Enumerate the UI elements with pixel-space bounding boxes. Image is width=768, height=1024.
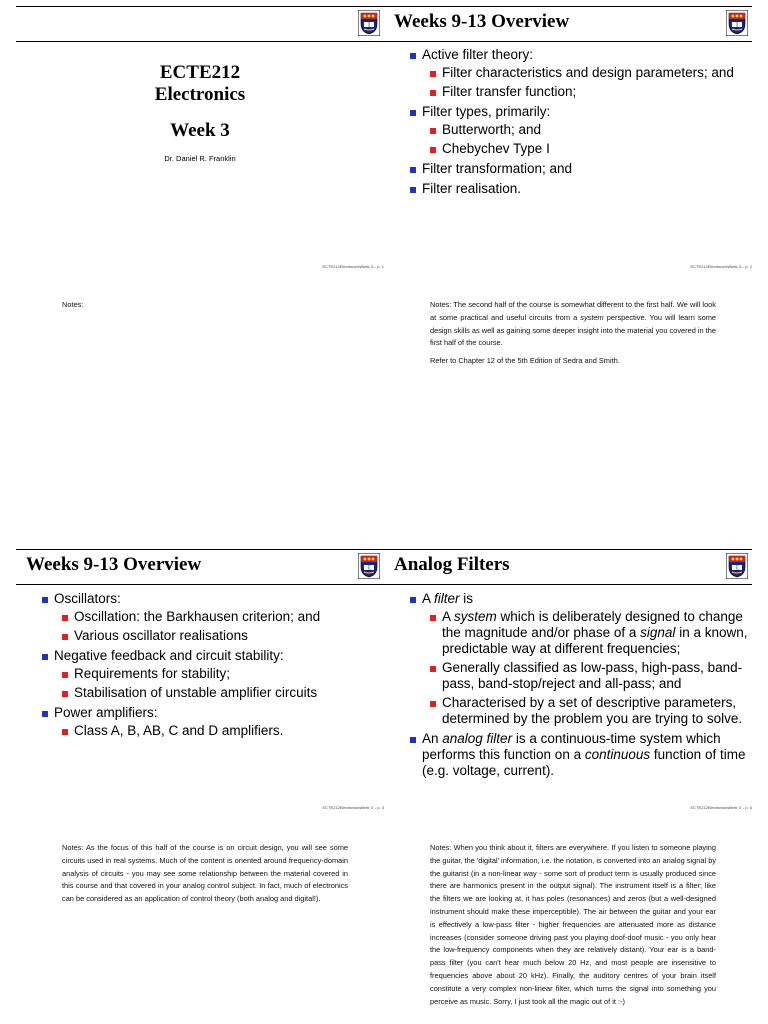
slide-2 — [384, 6, 752, 276]
sub-bullet-item: Class A, B, AB, C and D amplifiers. — [54, 723, 382, 739]
sub-bullet-item: Chebychev Type I — [422, 141, 750, 157]
sub-bullet-item: Requirements for stability; — [54, 666, 382, 682]
week-title: Week 3 — [170, 120, 230, 141]
notes-label: Notes: — [62, 300, 84, 309]
cover-block — [16, 62, 384, 163]
bullet-item: Filter realisation. — [410, 181, 750, 197]
bullet-list — [410, 47, 750, 201]
bullet-item: Active filter theory: Filter characteristics and design parameters; and Filter transfer function; — [410, 47, 750, 100]
notes-4 — [430, 842, 716, 1013]
university-crest-icon — [726, 10, 748, 36]
sub-bullet-item: Characterised by a set of descriptive parameters, determined by the problem you are trying to solve. — [422, 695, 750, 727]
bullet-item: A filter is A system which is deliberately designed to change the magnitude and/or phase of a signal in a known, predictable way at different frequencies; Generally classified as low-pass, high-pass, band-pass, band-stop/reject and all-pass; and Characterised by a set of descriptive parameters, determined by the problem you are trying to solve. — [410, 591, 750, 727]
bullet-list — [410, 591, 750, 783]
sub-bullet-item: Filter characteristics and design parameters; and — [422, 65, 750, 81]
slide-footer: ECTE212ElectronicsWeek 3 – p. 1 — [322, 264, 384, 269]
notes-paragraph: Notes: The second half of the course is somewhat different to the first half. We will look at some practical and useful circuits from a system perspective. You will learn some design skills as well as gaining some deeper insight into the material you covered in the first half of the course. — [430, 300, 716, 348]
slide-footer: ECTE212ElectronicsWeek 3 – p. 2 — [690, 264, 752, 269]
bullet-list — [42, 591, 382, 743]
sub-bullet-item: A system which is deliberately designed to change the magnitude and/or phase of a signal in a known, predictable way at different frequencies; — [422, 609, 750, 657]
sub-bullet-item: Oscillation: the Barkhausen criterion; and — [54, 609, 382, 625]
slide-header — [384, 549, 752, 585]
sub-bullet-item: Filter transfer function; — [422, 84, 750, 100]
bullet-item: Filter transformation; and — [410, 161, 750, 177]
slide-title: Weeks 9-13 Overview — [26, 554, 202, 575]
sub-bullet-item: Generally classified as low-pass, high-pass, band-pass, band-stop/reject and all-pass; and — [422, 660, 750, 692]
slide-3 — [16, 549, 384, 819]
notes-paragraph: Notes: When you think about it, filters are everywhere. If you listen to someone playing the guitar, the 'digital' information, i.e. the notation, is converted into an analog signal by the guitarist (in a non-linear way - some sort of product term is usually produced since there are harmonics present in the output signal). The instrument itself is a filter; like the filters we are looking at, it has poles (resonances) and zeros (but a well-designed instrument should make these imperceptible). The air between the guitar and your ear is effectively a low-pass filter - higher frequencies are attenuated more as distance increases (consider someone driving past you playing doof-doof music - you only hear the low-frequency components when they are relatively distant). Your ear is a band-pass filter (you can't hear much below 20 Hz, and most people are insensitive to frequencies above about 20 kHz). Finally, the auditory centres of your brain itself constitute a very complex non-linear filter, which turns the signal into something you perceive as music. Sorry, I just took all the magic out of it :-) — [430, 843, 716, 1006]
bullet-item: Filter types, primarily: Butterworth; and Chebychev Type I — [410, 104, 750, 157]
slide-header — [16, 549, 384, 585]
author: Dr. Daniel R. Franklin — [164, 154, 236, 163]
notes-3 — [62, 842, 348, 911]
sub-bullet-item: Stabilisation of unstable amplifier circuits — [54, 685, 382, 701]
bullet-item: An analog filter is a continuous-time system which performs this function on a continuous function of time (e.g. voltage, current). — [410, 731, 750, 779]
slide-title: Analog Filters — [394, 554, 510, 575]
notes-paragraph: Notes: As the focus of this half of the course is on circuit design, you will see some circuits used in real systems. Much of the content is oriented around frequency-domain analysis of circuits - you may see some relationship between the material covered in this course and that covered in your analog control subject. In fact, much of electronics can be considered as an application of control theory (both analog and digital!). — [62, 843, 348, 904]
slide-footer: ECTE212ElectronicsWeek 3 – p. 3 — [322, 805, 384, 810]
university-crest-icon — [358, 553, 380, 579]
university-crest-icon — [358, 10, 380, 36]
slide-header — [16, 6, 384, 42]
slide-footer: ECTE212ElectronicsWeek 3 – p. 4 — [690, 805, 752, 810]
slide-title: Weeks 9-13 Overview — [394, 11, 570, 32]
slide-4 — [384, 549, 752, 819]
sub-bullet-item: Butterworth; and — [422, 122, 750, 138]
bullet-item: Negative feedback and circuit stability: Requirements for stability; Stabilisation of unstable amplifier circuits — [42, 648, 382, 701]
bullet-item: Power amplifiers: Class A, B, AB, C and D amplifiers. — [42, 705, 382, 739]
slide-header — [384, 6, 752, 42]
course-subject: Electronics — [154, 84, 246, 105]
bullet-item: Oscillators: Oscillation: the Barkhausen criterion; and Various oscillator realisations — [42, 591, 382, 644]
notes-2 — [430, 299, 716, 373]
notes-1 — [62, 299, 362, 317]
course-code: ECTE212 — [159, 62, 241, 83]
university-crest-icon — [726, 553, 748, 579]
sub-bullet-item: Various oscillator realisations — [54, 628, 382, 644]
notes-paragraph: Refer to Chapter 12 of the 5th Edition of Sedra and Smith. — [430, 356, 620, 366]
slide-1 — [16, 6, 384, 276]
